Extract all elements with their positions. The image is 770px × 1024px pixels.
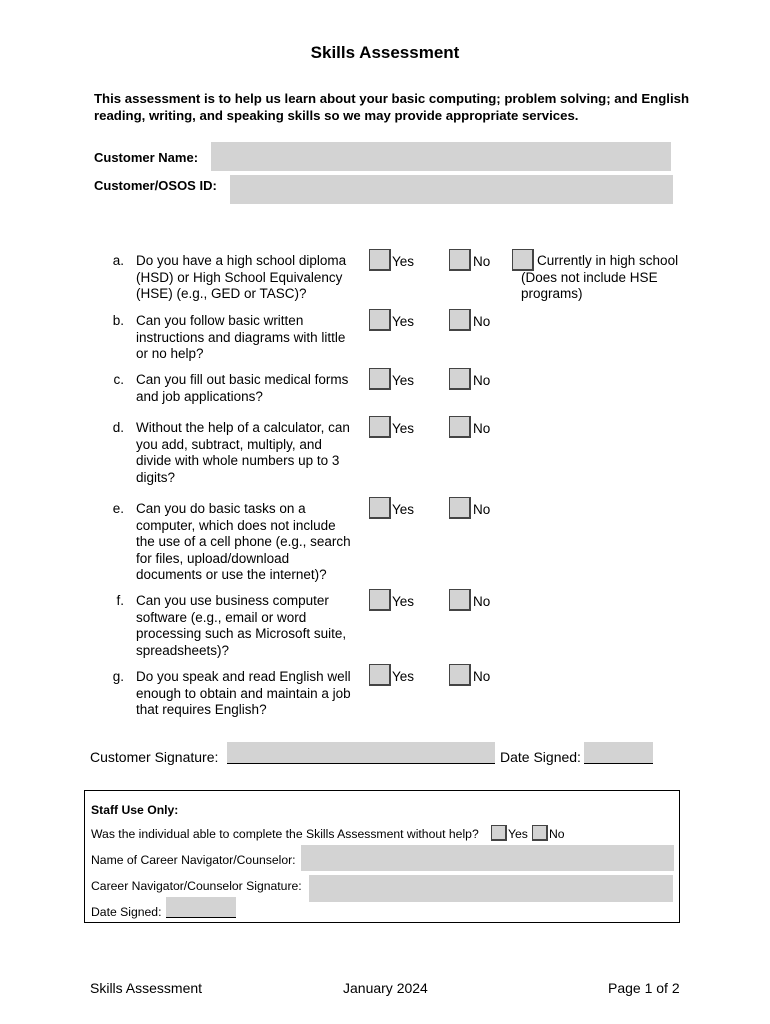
customer-signature-label: Customer Signature: — [90, 749, 219, 765]
no-label: No — [473, 373, 491, 388]
yes-label: Yes — [392, 373, 415, 388]
no-label: No — [473, 254, 491, 269]
no-label: No — [473, 502, 491, 517]
question-e-no-checkbox[interactable] — [449, 497, 471, 519]
question-letter: f. — [116, 593, 124, 608]
question-letter: g. — [112, 669, 124, 684]
no-label: No — [473, 594, 491, 609]
question-b-no-checkbox[interactable] — [449, 309, 471, 331]
question-g-yes-checkbox[interactable] — [369, 664, 391, 686]
question-g-text: Do you speak and read English well enough to obtain and maintain a job that requires English? — [136, 669, 351, 718]
question-g-no-checkbox[interactable] — [449, 664, 471, 686]
staff-heading: Staff Use Only: — [91, 803, 179, 817]
question-f-yes-checkbox[interactable] — [369, 589, 391, 611]
customer-name-input[interactable] — [211, 142, 671, 171]
page-title: Skills Assessment — [310, 43, 460, 62]
staff-question: Was the individual able to complete the Skills Assessment without help? — [91, 827, 479, 841]
footer-center: January 2024 — [343, 980, 428, 996]
staff-yes-label: Yes — [508, 827, 528, 841]
intro-paragraph: This assessment is to help us learn about your basic computing; problem solving; and English reading, writing, and speaking skills so we may provide appropriate services. — [94, 91, 690, 123]
question-d-no-checkbox[interactable] — [449, 416, 471, 438]
question-letter: b. — [112, 313, 124, 328]
footer-page-number: Page 1 of 2 — [608, 980, 680, 996]
customer-name-label: Customer Name: — [94, 150, 199, 165]
question-letter: c. — [113, 372, 124, 387]
yes-label: Yes — [392, 669, 415, 684]
no-label: No — [473, 421, 491, 436]
question-c-text: Can you fill out basic medical forms and job applications? — [136, 372, 349, 404]
no-label: No — [473, 314, 491, 329]
staff-date-signed-label: Date Signed: — [91, 905, 162, 919]
staff-yes-checkbox[interactable] — [491, 825, 507, 841]
question-d-text: Without the help of a calculator, can you add, subtract, multiply, and divide with whole numbers up to 3 digits? — [136, 420, 350, 485]
yes-label: Yes — [392, 502, 415, 517]
yes-label: Yes — [392, 421, 415, 436]
staff-no-label: No — [549, 827, 565, 841]
question-c-no-checkbox[interactable] — [449, 368, 471, 390]
question-letter: e. — [112, 501, 124, 516]
customer-id-label: Customer/OSOS ID: — [94, 178, 217, 193]
yes-label: Yes — [392, 594, 415, 609]
question-b-text: Can you follow basic written instructions and diagrams with little or no help? — [136, 313, 346, 362]
yes-label: Yes — [392, 314, 415, 329]
staff-date-signed-field[interactable] — [166, 897, 236, 918]
question-a-text: Do you have a high school diploma (HSD) or High School Equivalency (HSE) (e.g., GED or TASC)? — [136, 253, 347, 302]
question-e-yes-checkbox[interactable] — [369, 497, 391, 519]
date-signed-label: Date Signed: — [500, 749, 581, 765]
question-a-yes-checkbox[interactable] — [369, 249, 391, 271]
customer-date-signed-field[interactable] — [584, 742, 653, 764]
navigator-signature-label: Career Navigator/Counselor Signature: — [91, 879, 302, 893]
navigator-signature-input[interactable] — [309, 875, 673, 902]
customer-signature-field[interactable] — [227, 742, 495, 764]
question-b-yes-checkbox[interactable] — [369, 309, 391, 331]
currently-in-school-label: Currently in high school (Does not include HSE programs) — [521, 253, 679, 302]
question-d-yes-checkbox[interactable] — [369, 416, 391, 438]
navigator-name-label: Name of Career Navigator/Counselor: — [91, 853, 296, 867]
question-f-text: Can you use business computer software (e.g., email or word processing such as Microsoft suite, spreadsheets)? — [136, 593, 347, 658]
question-a-no-checkbox[interactable] — [449, 249, 471, 271]
staff-no-checkbox[interactable] — [532, 825, 548, 841]
question-f-no-checkbox[interactable] — [449, 589, 471, 611]
navigator-name-input[interactable] — [301, 845, 674, 871]
question-letter: d. — [112, 420, 124, 435]
footer-left: Skills Assessment — [90, 980, 203, 996]
question-letter: a. — [112, 253, 124, 268]
question-e-text: Can you do basic tasks on a computer, which does not include the use of a cell phone (e.g., search for files, upload/download documents or use the internet)? — [136, 501, 351, 583]
no-label: No — [473, 669, 491, 684]
yes-label: Yes — [392, 254, 415, 269]
customer-id-input[interactable] — [230, 175, 673, 204]
question-c-yes-checkbox[interactable] — [369, 368, 391, 390]
